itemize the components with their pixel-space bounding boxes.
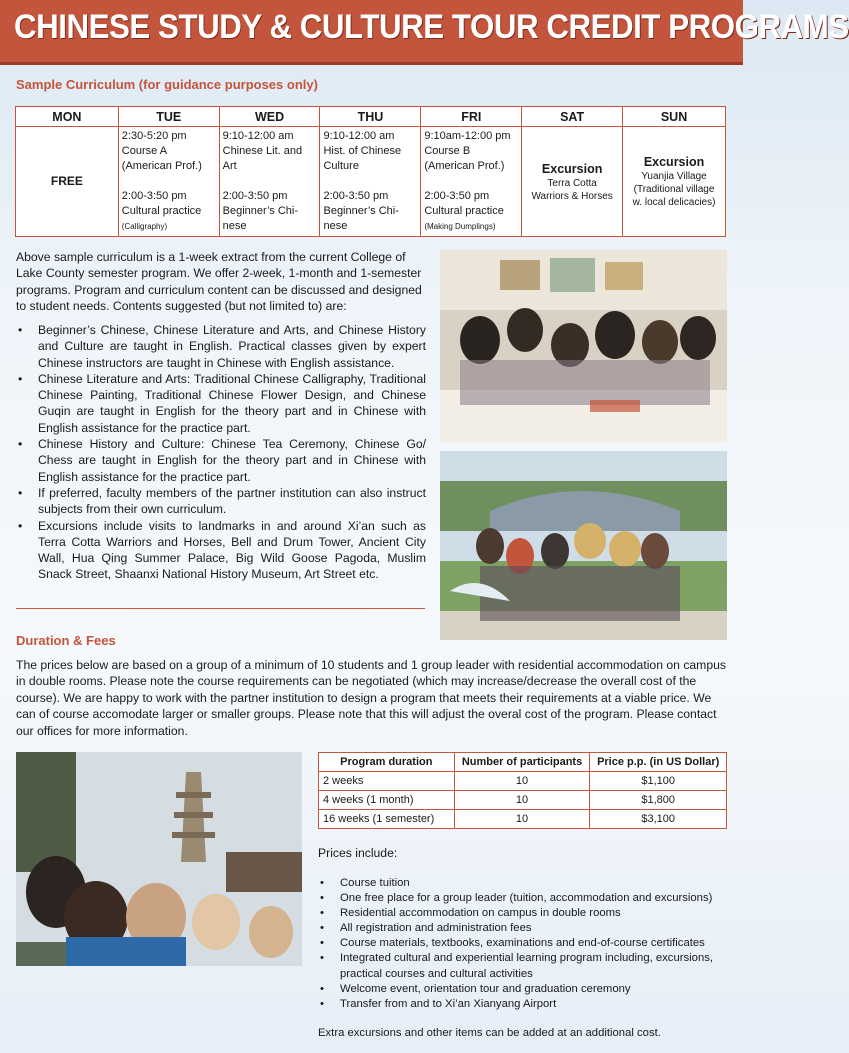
- cell-line: Chinese Lit. and: [222, 145, 303, 157]
- list-item: • Beginner’s Chinese, Chinese Literature and Arts, and Chinese History and Culture are taught in English. Practical classes given by expert Chinese instructors are taught in Chinese with English assistance.: [16, 322, 426, 371]
- fees-paragraph: The prices below are based on a group of a minimum of 10 students and 1 group leader with residential accommodation on campus in double rooms. Please note the course requirements can be negotiated (which may increase/decrease the overall cost of the course). We are happy to work with the partner institution to design a program that meets their requirements at a viable price. We can of course accomodate larger or smaller groups. Please note that this will adjust the overal cost of the program. Please contact our offices for more information.: [16, 658, 726, 738]
- day-header: WED: [219, 107, 320, 127]
- cell-line: Cultural practice: [424, 205, 504, 217]
- pagoda-selfie-photo: [16, 752, 302, 966]
- list-item: • Course tuition: [318, 876, 728, 891]
- list-item: • All registration and administration fees: [318, 921, 728, 936]
- cell-line: Course A: [121, 145, 168, 157]
- classroom-photo: [440, 250, 727, 442]
- excursion-detail: Warriors & Horses: [531, 190, 613, 202]
- list-item: • Welcome event, orientation tour and graduation ceremony: [318, 982, 728, 997]
- day-header: TUE: [118, 107, 219, 127]
- section-divider: [16, 608, 425, 609]
- day-header: SUN: [623, 107, 726, 127]
- page-title: CHINESE STUDY & CULTURE TOUR CREDIT PROGRAMS: [14, 8, 849, 46]
- pagoda-selfie-photo-image: [16, 752, 302, 966]
- cell-line: 9:10am-12:00 pm: [424, 130, 511, 142]
- cell-line: Cultural practice: [121, 205, 202, 217]
- fri-cell: [421, 127, 522, 237]
- cell-line: 2:00-3:50 pm: [323, 190, 389, 202]
- day-header: FRI: [421, 107, 522, 127]
- cell-line: Beginner’s Chi-: [323, 205, 399, 217]
- cell-line: Beginner’s Chi-: [222, 205, 299, 217]
- thu-cell: [320, 127, 421, 237]
- duration-cell: 16 weeks (1 semester): [319, 810, 455, 829]
- duration-cell: 2 weeks: [319, 772, 455, 791]
- contents-list: [16, 322, 426, 583]
- mon-cell: FREE: [16, 127, 119, 237]
- outdoor-group-photo: [440, 451, 727, 640]
- tue-cell: [118, 127, 219, 237]
- list-item: • Transfer from and to Xi’an Xianyang Airport: [318, 997, 728, 1012]
- cell-line: nese: [222, 220, 247, 232]
- list-item: • If preferred, faculty members of the partner institution can also instruct subjects from their own curriculum.: [16, 485, 426, 518]
- list-item: • Residential accommodation on campus in double rooms: [318, 906, 728, 921]
- cell-line: 2:00-3:50 pm: [222, 190, 288, 202]
- fees-header-row: [319, 753, 727, 772]
- table-row: [319, 772, 727, 791]
- table-row: [319, 810, 727, 829]
- cell-line: 9:10-12:00 am: [222, 130, 294, 142]
- cell-line: (American Prof.): [121, 160, 202, 172]
- column-header: Program duration: [319, 753, 455, 772]
- cell-line: Hist. of Chinese: [323, 145, 402, 157]
- day-header: MON: [16, 107, 119, 127]
- prices-include-list: [318, 876, 728, 1012]
- sat-cell: [522, 127, 623, 237]
- extra-note: Extra excursions and other items can be added at an additional cost.: [318, 1027, 661, 1039]
- curriculum-body-row: [16, 127, 726, 237]
- participants-cell: 10: [454, 772, 590, 791]
- excursion-detail: (Traditional village: [633, 184, 715, 195]
- duration-cell: 4 weeks (1 month): [319, 791, 455, 810]
- cell-line: (Calligraphy): [121, 222, 168, 231]
- intro-paragraph: Above sample curriculum is a 1-week extract from the current College of Lake County semester program. We offer 2-week, 1-month and 1-semester programs. Program and curriculum content can be discussed and designed to student needs. Contents suggested (but not limited to) are:: [16, 250, 422, 313]
- cell-line: Course B: [424, 145, 471, 157]
- list-item: • Course materials, textbooks, examinations and end-of-course certificates: [318, 936, 728, 951]
- excursion-title: Excursion: [643, 155, 705, 169]
- list-item: • Chinese History and Culture: Chinese Tea Ceremony, Chinese Go/ Chess are taught in English for the theory part and in Chinese with English assistance for the practice part.: [16, 436, 426, 485]
- curriculum-heading: Sample Curriculum (for guidance purposes only): [16, 77, 318, 92]
- outdoor-group-photo-image: [440, 451, 727, 640]
- list-item: • Chinese Literature and Arts: Traditional Chinese Calligraphy, Traditional Chinese Painting, Traditional Chinese Flower Design, and Chinese Guqin are taught in English for the theory part and in Chinese with English assistance for the practice part.: [16, 371, 426, 436]
- day-header: SAT: [522, 107, 623, 127]
- cell-line: nese: [323, 220, 348, 232]
- curriculum-table: [15, 106, 726, 237]
- cell-line: (Making Dumplings): [424, 222, 496, 231]
- list-item: • One free place for a group leader (tuition, accommodation and excursions): [318, 891, 728, 906]
- prices-include-heading: Prices include:: [318, 846, 398, 860]
- title-banner: [0, 0, 849, 65]
- excursion-detail: Terra Cotta: [547, 177, 597, 189]
- list-item: • Integrated cultural and experiential learning program including, excursions, practical courses and cultural activities: [318, 951, 728, 981]
- classroom-photo-image: [440, 250, 727, 442]
- participants-cell: 10: [454, 810, 590, 829]
- participants-cell: 10: [454, 791, 590, 810]
- sun-cell: [623, 127, 726, 237]
- cell-line: 9:10-12:00 am: [323, 130, 395, 142]
- cell-line: Culture: [323, 160, 359, 172]
- column-header: Number of participants: [454, 753, 590, 772]
- cell-line: (American Prof.): [424, 160, 505, 172]
- curriculum-header-row: [16, 107, 726, 127]
- day-header: THU: [320, 107, 421, 127]
- cell-line: 2:00-3:50 pm: [424, 190, 490, 202]
- table-row: [319, 791, 727, 810]
- excursion-title: Excursion: [541, 161, 603, 176]
- cell-line: 2:30-5:20 pm: [121, 130, 187, 142]
- excursion-detail: Yuanjia Village: [641, 171, 707, 182]
- list-item: • Excursions include visits to landmarks in and around Xi’an such as Terra Cotta Warriors and Horses, Bell and Drum Tower, Ancient City Wall, Hua Qing Summer Palace, Big Wild Goose Pagoda, Muslim Snack Street, Shaanxi National History Museum, Art Street etc.: [16, 518, 426, 583]
- price-cell: $1,800: [590, 791, 727, 810]
- price-cell: $1,100: [590, 772, 727, 791]
- price-cell: $3,100: [590, 810, 727, 829]
- excursion-detail: w. local delicacies): [632, 197, 716, 208]
- column-header: Price p.p. (in US Dollar): [590, 753, 727, 772]
- fees-heading: Duration & Fees: [16, 633, 116, 648]
- cell-line: Art: [222, 160, 237, 172]
- wed-cell: [219, 127, 320, 237]
- cell-line: 2:00-3:50 pm: [121, 190, 187, 202]
- fees-table: [318, 752, 727, 829]
